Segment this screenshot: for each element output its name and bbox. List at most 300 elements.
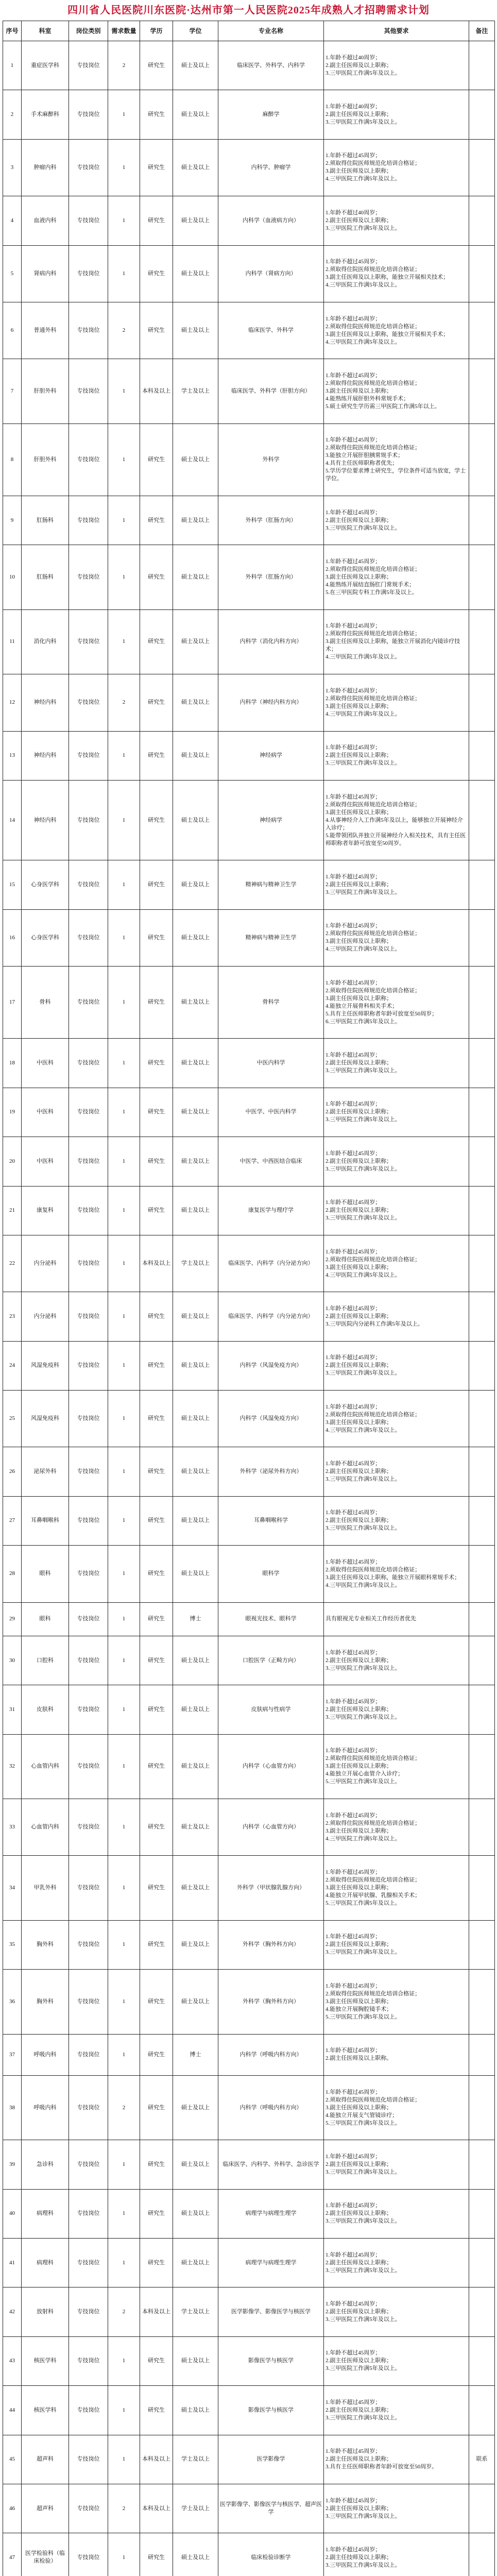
major-cell: 临床检验诊断学 [218, 2533, 324, 2576]
requirements-cell: 1.年龄不超过45周岁； 2.须取得住院医师规范化培训合格证； 3.副主任医师及以上职称； 4.三甲医院工作满5年及以上。 [324, 1799, 469, 1856]
table-row [3, 1235, 495, 1292]
position-category-cell: 专技岗位 [69, 2435, 108, 2484]
header-cell: 其他要求 [324, 21, 469, 41]
position-category-cell: 专技岗位 [69, 302, 108, 359]
note-cell [469, 139, 495, 196]
requirements-cell: 1.年龄不超过45周岁； 2.须取得住院医师规范化培训合格证； 3.副主任医师及以上职称； 4.三甲医院工作满5年及以上。 [324, 139, 469, 196]
requirements-cell: 1.年龄不超过45周岁； 2.副主任医师及以上职称； 3.三甲医院工作满5年及以上。 [324, 1039, 469, 1088]
major-cell: 中医学、中西医结合临床 [218, 1137, 324, 1186]
major-cell: 内科学（消化内科方向） [218, 609, 324, 674]
department-cell: 眼科 [22, 1602, 69, 1636]
note-cell [469, 2189, 495, 2238]
department-cell: 泌尿外科 [22, 1447, 69, 1496]
major-cell: 内科学（风湿免疫方向） [218, 1341, 324, 1390]
education-cell: 研究生 [140, 731, 173, 780]
department-cell: 核医学科 [22, 2336, 69, 2385]
major-cell: 医学影像学、影像医学与核医学、超声医学 [218, 2484, 324, 2533]
headcount-cell: 1 [108, 2435, 140, 2484]
note-cell [469, 245, 495, 302]
note-cell [469, 731, 495, 780]
degree-cell: 硕士及以上 [173, 1799, 218, 1856]
position-category-cell: 专技岗位 [69, 1088, 108, 1137]
headcount-cell: 1 [108, 1496, 140, 1545]
education-cell: 研究生 [140, 1799, 173, 1856]
major-cell: 临床医学、外科学 [218, 302, 324, 359]
major-cell: 耳鼻咽喉科学 [218, 1496, 324, 1545]
position-category-cell: 专技岗位 [69, 1235, 108, 1292]
row-number-cell: 14 [3, 780, 22, 860]
note-cell [469, 196, 495, 245]
degree-cell: 硕士及以上 [173, 2189, 218, 2238]
department-cell: 病理科 [22, 2189, 69, 2238]
row-number-cell: 4 [3, 196, 22, 245]
header-cell: 学历 [140, 21, 173, 41]
requirements-cell: 1.年龄不超过45周岁； 2.副主任医师及以上职称； 3.具有主任医师职称者年龄可放宽至50周岁。 [324, 2435, 469, 2484]
note-cell [469, 1235, 495, 1292]
education-cell: 研究生 [140, 2386, 173, 2435]
table-row [3, 967, 495, 1039]
row-number-cell: 31 [3, 1685, 22, 1734]
headcount-cell: 1 [108, 1039, 140, 1088]
row-number-cell: 42 [3, 2287, 22, 2336]
education-cell: 研究生 [140, 860, 173, 909]
recruitment-table [3, 21, 495, 2576]
requirements-cell: 1.年龄不超过45周岁； 2.副主任医师及以上职称； 3.三甲医院内分泌科工作满5年及以上。 [324, 1292, 469, 1341]
degree-cell: 硕士及以上 [173, 2336, 218, 2385]
requirements-cell: 1.年龄不超过40周岁； 2.副主任医师及以上职称； 3.三甲医院工作满5年及以上。 [324, 196, 469, 245]
headcount-cell: 1 [108, 1341, 140, 1390]
degree-cell: 硕士及以上 [173, 90, 218, 139]
table-row [3, 1685, 495, 1734]
department-cell: 胸外科 [22, 1920, 69, 1969]
requirements-cell: 1.年龄不超过45周岁； 2.须取得住院医师规范化培训合格证； 3.副主任医师及以上职称，能独立开展相关技术； 4.三甲医院工作满5年及以上。 [324, 245, 469, 302]
education-cell: 研究生 [140, 2239, 173, 2287]
position-category-cell: 专技岗位 [69, 2034, 108, 2075]
row-number-cell: 5 [3, 245, 22, 302]
department-cell: 超声科 [22, 2435, 69, 2484]
headcount-cell: 1 [108, 780, 140, 860]
table-row [3, 245, 495, 302]
headcount-cell: 1 [108, 1685, 140, 1734]
table-row [3, 2435, 495, 2484]
education-cell: 本科及以上 [140, 359, 173, 423]
major-cell: 影像医学与核医学 [218, 2386, 324, 2435]
education-cell: 研究生 [140, 423, 173, 496]
department-cell: 甲乳外科 [22, 1856, 69, 1920]
table-row [3, 41, 495, 90]
requirements-cell: 1.年龄不超过45周岁； 2.副主任医师及以上职称； 3.三甲医院工作满5年及以上。 [324, 2336, 469, 2385]
education-cell: 研究生 [140, 2189, 173, 2238]
position-category-cell: 专技岗位 [69, 1137, 108, 1186]
requirements-cell: 1.年龄不超过45周岁； 2.副主任技师及以上职称； 3.三甲医院工作满5年及以上。 [324, 2533, 469, 2576]
table-row [3, 1341, 495, 1390]
education-cell: 研究生 [140, 1088, 173, 1137]
requirements-cell: 1.年龄不超过45周岁； 2.须取得住院医师规范化培训合格证； 3.副主任医师及以上职称； 4.三甲医院工作满5年及以上。 [324, 674, 469, 731]
degree-cell: 硕士及以上 [173, 1039, 218, 1088]
degree-cell: 硕士及以上 [173, 1856, 218, 1920]
department-cell: 病理科 [22, 2239, 69, 2287]
headcount-cell: 1 [108, 1546, 140, 1602]
education-cell: 研究生 [140, 1186, 173, 1235]
requirements-cell: 具有眼视光专业相关工作经历者优先 [324, 1602, 469, 1636]
note-cell [469, 674, 495, 731]
note-cell [469, 1602, 495, 1636]
degree-cell: 硕士及以上 [173, 860, 218, 909]
department-cell: 内分泌科 [22, 1235, 69, 1292]
requirements-cell: 1.年龄不超过45周岁； 2.副主任医师及以上职称； 3.三甲医院工作满5年及以上。 [324, 2239, 469, 2287]
degree-cell: 硕士及以上 [173, 245, 218, 302]
department-cell: 中医科 [22, 1088, 69, 1137]
row-number-cell: 20 [3, 1137, 22, 1186]
major-cell: 医学影像学 [218, 2435, 324, 2484]
note-cell [469, 302, 495, 359]
position-category-cell: 专技岗位 [69, 1602, 108, 1636]
headcount-cell: 1 [108, 1186, 140, 1235]
table-row [3, 545, 495, 609]
row-number-cell: 12 [3, 674, 22, 731]
row-number-cell: 30 [3, 1636, 22, 1685]
note-cell [469, 90, 495, 139]
major-cell: 病理学与病理生理学 [218, 2239, 324, 2287]
degree-cell: 硕士及以上 [173, 302, 218, 359]
education-cell: 研究生 [140, 41, 173, 90]
note-cell [469, 359, 495, 423]
major-cell: 外科学（胸外科方向） [218, 1970, 324, 2034]
note-cell [469, 545, 495, 609]
table-row [3, 1799, 495, 1856]
row-number-cell: 16 [3, 909, 22, 966]
position-category-cell: 专技岗位 [69, 909, 108, 966]
department-cell: 皮肤科 [22, 1685, 69, 1734]
position-category-cell: 专技岗位 [69, 496, 108, 545]
major-cell: 内科学（血液病方向） [218, 196, 324, 245]
major-cell: 临床医学、内科学（内分泌方向） [218, 1235, 324, 1292]
requirements-cell: 1.年龄不超过45周岁； 2.副主任医师及以上职称； 3.三甲医院工作满5年及以上。 [324, 1447, 469, 1496]
table-row [3, 1447, 495, 1496]
degree-cell: 学士及以上 [173, 2287, 218, 2336]
education-cell: 研究生 [140, 1341, 173, 1390]
education-cell: 研究生 [140, 1137, 173, 1186]
position-category-cell: 专技岗位 [69, 1636, 108, 1685]
header-cell: 科室 [22, 21, 69, 41]
note-cell [469, 2140, 495, 2189]
headcount-cell: 1 [108, 90, 140, 139]
note-cell [469, 2484, 495, 2533]
position-category-cell: 专技岗位 [69, 1447, 108, 1496]
degree-cell: 硕士及以上 [173, 609, 218, 674]
degree-cell: 硕士及以上 [173, 1546, 218, 1602]
degree-cell: 硕士及以上 [173, 2239, 218, 2287]
education-cell: 研究生 [140, 1391, 173, 1447]
degree-cell: 硕士及以上 [173, 674, 218, 731]
table-row [3, 2189, 495, 2238]
note-cell [469, 780, 495, 860]
table-row [3, 2287, 495, 2336]
table-row [3, 2386, 495, 2435]
major-cell: 内科学（肾病方向） [218, 245, 324, 302]
requirements-cell: 1.年龄不超过45周岁； 2.副主任医师及以上职称； 3.三甲医院工作满5年及以上。 [324, 2140, 469, 2189]
degree-cell: 硕士及以上 [173, 545, 218, 609]
position-category-cell: 专技岗位 [69, 1186, 108, 1235]
education-cell: 研究生 [140, 139, 173, 196]
headcount-cell: 1 [108, 860, 140, 909]
headcount-cell: 1 [108, 1734, 140, 1799]
row-number-cell: 45 [3, 2435, 22, 2484]
note-cell [469, 1546, 495, 1602]
table-body [3, 41, 495, 2576]
note-cell [469, 1447, 495, 1496]
table-row [3, 909, 495, 966]
position-category-cell: 专技岗位 [69, 609, 108, 674]
department-cell: 肛肠科 [22, 545, 69, 609]
degree-cell: 硕士及以上 [173, 2075, 218, 2140]
position-category-cell: 专技岗位 [69, 731, 108, 780]
degree-cell: 硕士及以上 [173, 1970, 218, 2034]
position-category-cell: 专技岗位 [69, 2386, 108, 2435]
row-number-cell: 46 [3, 2484, 22, 2533]
department-cell: 急诊科 [22, 2140, 69, 2189]
headcount-cell: 1 [108, 1970, 140, 2034]
department-cell: 中医科 [22, 1039, 69, 1088]
position-category-cell: 专技岗位 [69, 2533, 108, 2576]
department-cell: 心身医学科 [22, 909, 69, 966]
requirements-cell: 1.年龄不超过45周岁； 2.副主任医师及以上职称； 3.三甲医院工作满5年及以上。 [324, 1496, 469, 1545]
education-cell: 研究生 [140, 545, 173, 609]
row-number-cell: 36 [3, 1970, 22, 2034]
table-row [3, 196, 495, 245]
major-cell: 眼科学 [218, 1546, 324, 1602]
degree-cell: 硕士及以上 [173, 1496, 218, 1545]
position-category-cell: 专技岗位 [69, 2239, 108, 2287]
position-category-cell: 专技岗位 [69, 967, 108, 1039]
degree-cell: 硕士及以上 [173, 1088, 218, 1137]
education-cell: 研究生 [140, 1447, 173, 1496]
department-cell: 肝胆外科 [22, 423, 69, 496]
department-cell: 消化内科 [22, 609, 69, 674]
requirements-cell: 1.年龄不超过45周岁； 2.须取得住院医师规范化培训合格证； 3.副主任医师及以上职称，能独立开展相关手术； 4.三甲医院工作满5年及以上。 [324, 302, 469, 359]
degree-cell: 硕士及以上 [173, 423, 218, 496]
headcount-cell: 1 [108, 2034, 140, 2075]
note-cell [469, 1970, 495, 2034]
table-row [3, 1186, 495, 1235]
requirements-cell: 1.年龄不超过45周岁； 2.须取得住院医师规范化培训合格证； 3.副主任医师及以上职称； 4.能独立开展支气管镜诊疗； 5.三甲医院工作满5年及以上。 [324, 2075, 469, 2140]
position-category-cell: 专技岗位 [69, 245, 108, 302]
education-cell: 研究生 [140, 1039, 173, 1088]
major-cell: 临床医学、内科学（内分泌方向） [218, 1292, 324, 1341]
degree-cell: 学士及以上 [173, 2435, 218, 2484]
table-row [3, 609, 495, 674]
education-cell: 研究生 [140, 196, 173, 245]
education-cell: 研究生 [140, 1636, 173, 1685]
major-cell: 临床医学、外科学（肝胆方向） [218, 359, 324, 423]
headcount-cell: 1 [108, 1799, 140, 1856]
headcount-cell: 1 [108, 496, 140, 545]
row-number-cell: 18 [3, 1039, 22, 1088]
table-row [3, 1970, 495, 2034]
table-row [3, 1496, 495, 1545]
major-cell: 麻醉学 [218, 90, 324, 139]
row-number-cell: 2 [3, 90, 22, 139]
header-cell: 需求数量 [108, 21, 140, 41]
row-number-cell: 24 [3, 1341, 22, 1390]
degree-cell: 硕士及以上 [173, 2140, 218, 2189]
department-cell: 血液内科 [22, 196, 69, 245]
page-title: 四川省人民医院川东医院·达州市第一人民医院2025年成熟人才招聘需求计划 [67, 5, 430, 16]
department-cell: 神经内科 [22, 780, 69, 860]
major-cell: 内科学（呼吸内科方向） [218, 2075, 324, 2140]
row-number-cell: 7 [3, 359, 22, 423]
row-number-cell: 22 [3, 1235, 22, 1292]
note-cell [469, 860, 495, 909]
row-number-cell: 10 [3, 545, 22, 609]
education-cell: 研究生 [140, 1920, 173, 1969]
education-cell: 研究生 [140, 2533, 173, 2576]
degree-cell: 学士及以上 [173, 359, 218, 423]
position-category-cell: 专技岗位 [69, 196, 108, 245]
department-cell: 胸外科 [22, 1970, 69, 2034]
table-row [3, 1734, 495, 1799]
department-cell: 骨科 [22, 967, 69, 1039]
degree-cell: 硕士及以上 [173, 2386, 218, 2435]
education-cell: 研究生 [140, 1602, 173, 1636]
headcount-cell: 1 [108, 196, 140, 245]
note-cell [469, 1734, 495, 1799]
row-number-cell: 39 [3, 2140, 22, 2189]
headcount-cell: 1 [108, 1447, 140, 1496]
degree-cell: 硕士及以上 [173, 1391, 218, 1447]
note-cell [469, 2239, 495, 2287]
degree-cell: 博士 [173, 2034, 218, 2075]
degree-cell: 博士 [173, 1602, 218, 1636]
headcount-cell: 1 [108, 1292, 140, 1341]
headcount-cell: 1 [108, 2189, 140, 2238]
degree-cell: 学士及以上 [173, 2484, 218, 2533]
education-cell: 研究生 [140, 609, 173, 674]
row-number-cell: 27 [3, 1496, 22, 1545]
major-cell: 眼视光技术、眼科学 [218, 1602, 324, 1636]
major-cell: 内科学（心血管方向） [218, 1734, 324, 1799]
major-cell: 影像医学与核医学 [218, 2336, 324, 2385]
table-row [3, 2034, 495, 2075]
department-cell: 风湿免疫科 [22, 1391, 69, 1447]
major-cell: 临床医学、内科学、外科学、急诊医学 [218, 2140, 324, 2189]
position-category-cell: 专技岗位 [69, 1546, 108, 1602]
major-cell: 神经病学 [218, 780, 324, 860]
major-cell: 内科学、肿瘤学 [218, 139, 324, 196]
department-cell: 风湿免疫科 [22, 1341, 69, 1390]
education-cell: 研究生 [140, 1546, 173, 1602]
row-number-cell: 43 [3, 2336, 22, 2385]
department-cell: 肿瘤内科 [22, 139, 69, 196]
row-number-cell: 21 [3, 1186, 22, 1235]
major-cell: 精神病与精神卫生学 [218, 860, 324, 909]
table-row [3, 674, 495, 731]
table-row [3, 2484, 495, 2533]
department-cell: 超声科 [22, 2484, 69, 2533]
headcount-cell: 1 [108, 423, 140, 496]
headcount-cell: 1 [108, 2533, 140, 2576]
table-row [3, 1546, 495, 1602]
position-category-cell: 专技岗位 [69, 2287, 108, 2336]
headcount-cell: 2 [108, 302, 140, 359]
requirements-cell: 1.年龄不超过45周岁； 2.须取得住院医师规范化培训合格证； 3.副主任医师及以上职称； 4.能独立开展甲状腺、乳腺相关手术； 5.三甲医院工作满5年及以上。 [324, 1856, 469, 1920]
degree-cell: 硕士及以上 [173, 1920, 218, 1969]
requirements-cell: 1.年龄不超过45周岁； 2.副主任医师及以上职称； 3.三甲医院工作满5年及以上。 [324, 1137, 469, 1186]
note-cell [469, 2034, 495, 2075]
note-cell [469, 2287, 495, 2336]
department-cell: 手术麻醉科 [22, 90, 69, 139]
requirements-cell: 1.年龄不超过45周岁； 2.须取得住院医师规范化培训合格证； 3.副主任医师及以上职称； 4.能独立开展胸腔镜手术； 5.三甲医院工作满5年及以上。 [324, 1970, 469, 2034]
note-cell [469, 423, 495, 496]
row-number-cell: 29 [3, 1602, 22, 1636]
degree-cell: 硕士及以上 [173, 496, 218, 545]
headcount-cell: 1 [108, 909, 140, 966]
headcount-cell: 1 [108, 545, 140, 609]
education-cell: 研究生 [140, 2140, 173, 2189]
requirements-cell: 1.年龄不超过45周岁； 2.副主任医师及以上职称； 3.三甲医院工作满5年及以上。 [324, 1186, 469, 1235]
requirements-cell: 1.年龄不超过45周岁； 2.须取得住院医师规范化培训合格证； 3.副主任医师及以上职称，能独立开展消化内镜诊疗技术； 4.三甲医院工作满5年及以上。 [324, 609, 469, 674]
requirements-cell: 1.年龄不超过40周岁； 2.副主任医师及以上职称； 3.三甲医院工作满5年及以上。 [324, 90, 469, 139]
row-number-cell: 34 [3, 1856, 22, 1920]
headcount-cell: 2 [108, 41, 140, 90]
position-category-cell: 专技岗位 [69, 860, 108, 909]
department-cell: 康复科 [22, 1186, 69, 1235]
degree-cell: 硕士及以上 [173, 1636, 218, 1685]
note-cell [469, 1636, 495, 1685]
row-number-cell: 33 [3, 1799, 22, 1856]
position-category-cell: 专技岗位 [69, 2075, 108, 2140]
education-cell: 研究生 [140, 2336, 173, 2385]
position-category-cell: 专技岗位 [69, 1734, 108, 1799]
position-category-cell: 专技岗位 [69, 2140, 108, 2189]
education-cell: 研究生 [140, 1856, 173, 1920]
department-cell: 肛肠科 [22, 496, 69, 545]
position-category-cell: 专技岗位 [69, 1799, 108, 1856]
headcount-cell: 1 [108, 139, 140, 196]
department-cell: 普通外科 [22, 302, 69, 359]
degree-cell: 硕士及以上 [173, 967, 218, 1039]
table-row [3, 2336, 495, 2385]
major-cell: 口腔医学（正畸方向） [218, 1636, 324, 1685]
degree-cell: 硕士及以上 [173, 1137, 218, 1186]
degree-cell: 硕士及以上 [173, 196, 218, 245]
degree-cell: 硕士及以上 [173, 41, 218, 90]
requirements-cell: 1.年龄不超过45周岁； 2.副主任医师及以上职称； 3.三甲医院工作满5年及以上。 [324, 1685, 469, 1734]
headcount-cell: 2 [108, 2484, 140, 2533]
education-cell: 本科及以上 [140, 1235, 173, 1292]
note-cell [469, 1088, 495, 1137]
row-number-cell: 15 [3, 860, 22, 909]
department-cell: 口腔科 [22, 1636, 69, 1685]
row-number-cell: 26 [3, 1447, 22, 1496]
department-cell: 神经内科 [22, 731, 69, 780]
table-row [3, 2533, 495, 2576]
requirements-cell: 1.年龄不超过45周岁； 2.须取得住院医师规范化培训合格证； 3.副主任医师及以上职称； 4.能熟练开展结直肠肛门常规手术； 5.在三甲医院专科工作满5年及以上。 [324, 545, 469, 609]
department-cell: 内分泌科 [22, 1292, 69, 1341]
headcount-cell: 1 [108, 1636, 140, 1685]
row-number-cell: 23 [3, 1292, 22, 1341]
education-cell: 本科及以上 [140, 2435, 173, 2484]
position-category-cell: 专技岗位 [69, 1970, 108, 2034]
requirements-cell: 1.年龄不超过45周岁； 2.须取得住院医师规范化培训合格证； 3.副主任医师及以上职称； 4.能独立开展心血管介入诊疗； 5.三甲医院工作满5年及以上。 [324, 1734, 469, 1799]
headcount-cell: 1 [108, 1235, 140, 1292]
note-cell [469, 2075, 495, 2140]
note-cell [469, 909, 495, 966]
requirements-cell: 1.年龄不超过45周岁； 2.副主任医师及以上职称； 3.三甲医院工作满5年及以上。 [324, 860, 469, 909]
department-cell: 呼吸内科 [22, 2034, 69, 2075]
note-cell [469, 2336, 495, 2385]
position-category-cell: 专技岗位 [69, 2484, 108, 2533]
